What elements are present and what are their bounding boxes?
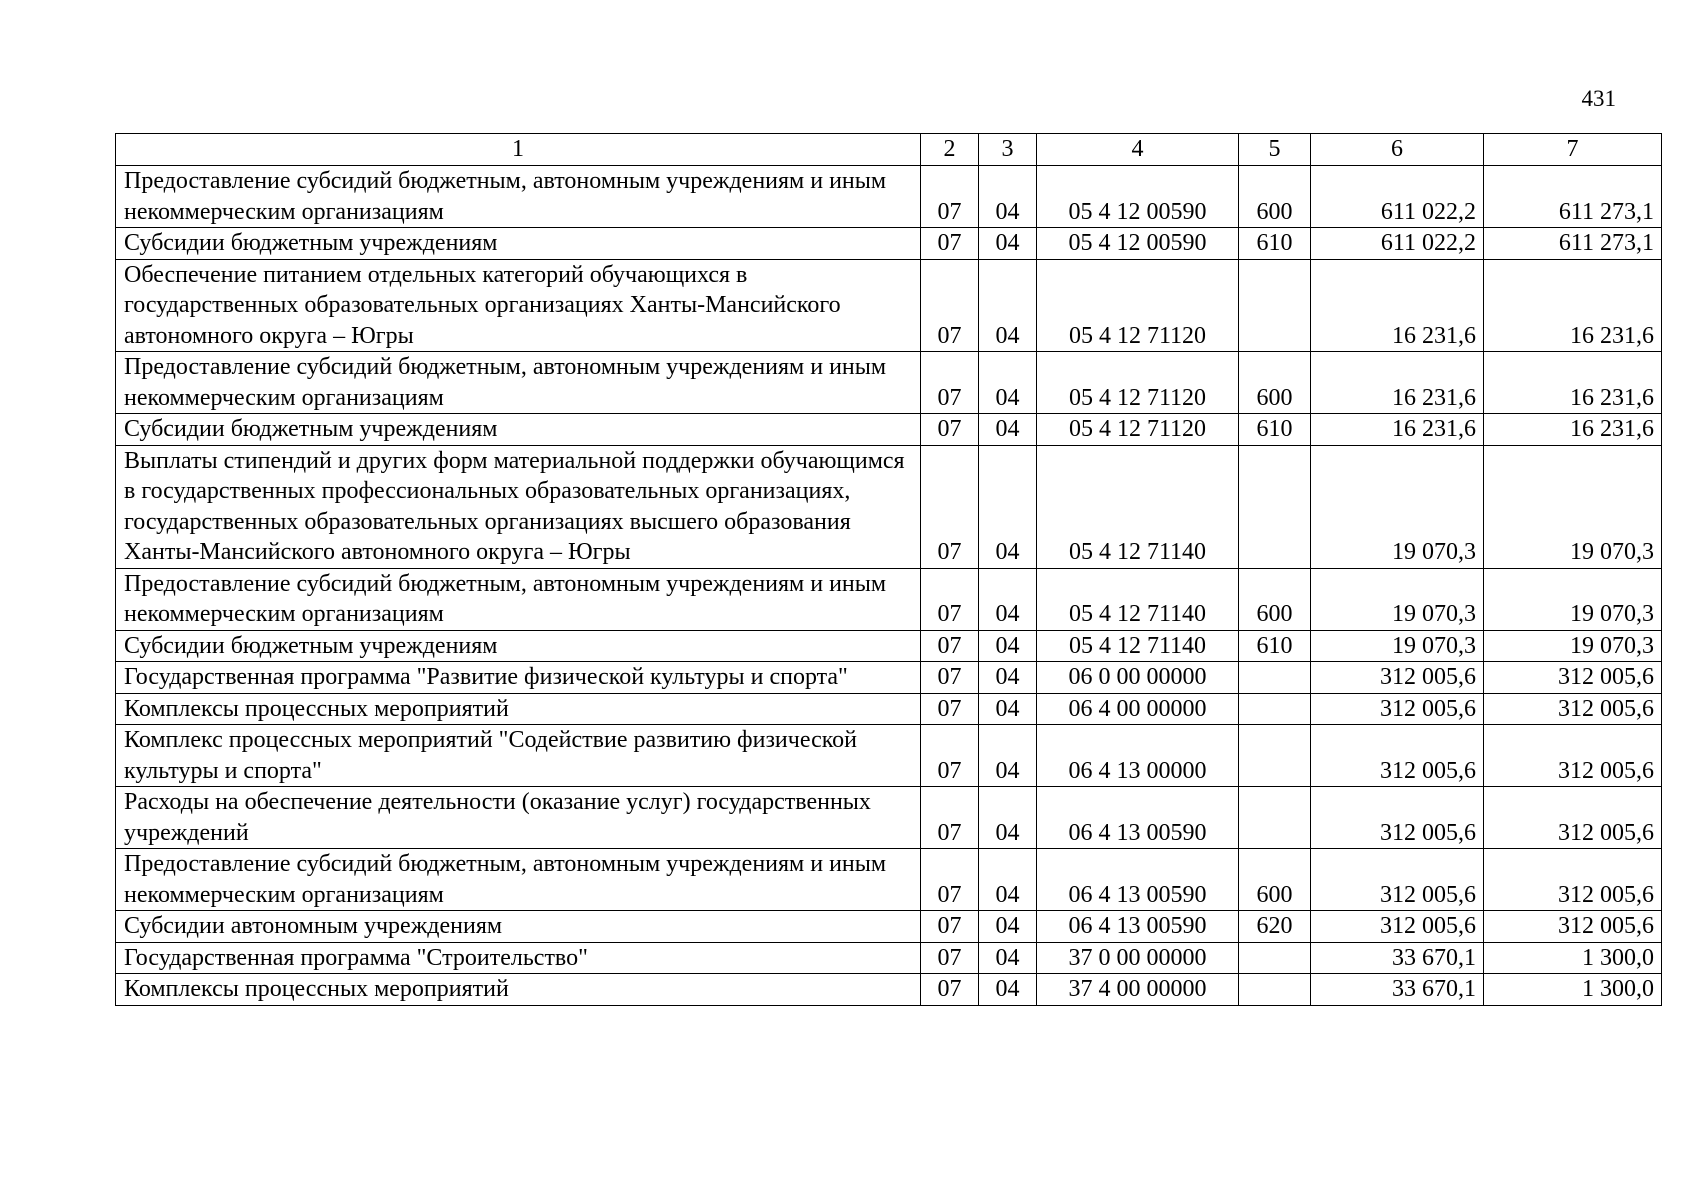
expense-item-name: Выплаты стипендий и других форм материальной поддержки обучающимся в государственных профессиональных образовательных организациях, государственных образовательных организациях высшего образования Ханты-Мансийского автономного округа – Югры [116,445,921,568]
subsection-code: 04 [979,352,1037,414]
table-row [116,787,1662,849]
amount-column-6: 312 005,6 [1311,911,1484,943]
amount-column-7: 19 070,3 [1484,630,1662,662]
target-article-code: 37 4 00 00000 [1037,974,1239,1006]
expense-type-code: 600 [1239,166,1311,228]
expense-type-code [1239,942,1311,974]
amount-column-7: 312 005,6 [1484,662,1662,694]
amount-column-7: 312 005,6 [1484,725,1662,787]
section-code: 07 [921,787,979,849]
amount-column-7: 19 070,3 [1484,445,1662,568]
amount-column-6: 312 005,6 [1311,849,1484,911]
subsection-code: 04 [979,259,1037,352]
table-row [116,228,1662,260]
expense-item-name: Субсидии бюджетным учреждениям [116,228,921,260]
subsection-code: 04 [979,911,1037,943]
target-article-code: 05 4 12 71120 [1037,352,1239,414]
amount-column-6: 19 070,3 [1311,445,1484,568]
section-code: 07 [921,630,979,662]
expense-type-code [1239,787,1311,849]
column-header: 7 [1484,134,1662,166]
amount-column-7: 1 300,0 [1484,974,1662,1006]
section-code: 07 [921,849,979,911]
amount-column-6: 611 022,2 [1311,166,1484,228]
amount-column-7: 312 005,6 [1484,849,1662,911]
amount-column-6: 312 005,6 [1311,662,1484,694]
table-row [116,849,1662,911]
target-article-code: 06 4 13 00590 [1037,787,1239,849]
column-header: 6 [1311,134,1484,166]
page-number: 431 [1581,86,1616,111]
amount-column-7: 16 231,6 [1484,414,1662,446]
section-code: 07 [921,693,979,725]
expense-type-code: 610 [1239,630,1311,662]
target-article-code: 05 4 12 00590 [1037,166,1239,228]
subsection-code: 04 [979,166,1037,228]
section-code: 07 [921,228,979,260]
amount-column-6: 312 005,6 [1311,693,1484,725]
expense-type-code [1239,725,1311,787]
amount-column-6: 16 231,6 [1311,259,1484,352]
column-header: 4 [1037,134,1239,166]
amount-column-6: 33 670,1 [1311,974,1484,1006]
expense-type-code: 610 [1239,414,1311,446]
section-code: 07 [921,568,979,630]
subsection-code: 04 [979,787,1037,849]
target-article-code: 06 0 00 00000 [1037,662,1239,694]
target-article-code: 05 4 12 71140 [1037,445,1239,568]
amount-column-6: 19 070,3 [1311,568,1484,630]
section-code: 07 [921,725,979,787]
target-article-code: 06 4 13 00590 [1037,911,1239,943]
section-code: 07 [921,259,979,352]
subsection-code: 04 [979,974,1037,1006]
target-article-code: 37 0 00 00000 [1037,942,1239,974]
target-article-code: 06 4 13 00000 [1037,725,1239,787]
expense-type-code: 600 [1239,849,1311,911]
expense-type-code [1239,662,1311,694]
table-row [116,693,1662,725]
expense-type-code [1239,693,1311,725]
target-article-code: 05 4 12 71120 [1037,259,1239,352]
amount-column-6: 611 022,2 [1311,228,1484,260]
subsection-code: 04 [979,693,1037,725]
target-article-code: 06 4 00 00000 [1037,693,1239,725]
amount-column-7: 312 005,6 [1484,787,1662,849]
section-code: 07 [921,445,979,568]
amount-column-7: 312 005,6 [1484,693,1662,725]
subsection-code: 04 [979,630,1037,662]
target-article-code: 06 4 13 00590 [1037,849,1239,911]
table-row [116,445,1662,568]
target-article-code: 05 4 12 00590 [1037,228,1239,260]
expense-item-name: Субсидии бюджетным учреждениям [116,630,921,662]
subsection-code: 04 [979,942,1037,974]
amount-column-6: 33 670,1 [1311,942,1484,974]
expense-type-code [1239,445,1311,568]
amount-column-7: 16 231,6 [1484,259,1662,352]
column-header: 1 [116,134,921,166]
table-row [116,942,1662,974]
subsection-code: 04 [979,445,1037,568]
section-code: 07 [921,942,979,974]
table-row [116,568,1662,630]
table-row [116,630,1662,662]
column-header: 3 [979,134,1037,166]
amount-column-6: 19 070,3 [1311,630,1484,662]
table-row [116,352,1662,414]
section-code: 07 [921,662,979,694]
amount-column-6: 312 005,6 [1311,725,1484,787]
amount-column-7: 1 300,0 [1484,942,1662,974]
amount-column-7: 19 070,3 [1484,568,1662,630]
table-row [116,974,1662,1006]
expense-item-name: Комплексы процессных мероприятий [116,974,921,1006]
budget-table [115,133,1662,1006]
table-body [116,166,1662,1006]
section-code: 07 [921,911,979,943]
table-row [116,259,1662,352]
amount-column-7: 611 273,1 [1484,228,1662,260]
amount-column-7: 16 231,6 [1484,352,1662,414]
column-header: 2 [921,134,979,166]
amount-column-7: 312 005,6 [1484,911,1662,943]
expense-item-name: Субсидии бюджетным учреждениям [116,414,921,446]
expense-item-name: Комплекс процессных мероприятий "Содействие развитию физической культуры и спорта" [116,725,921,787]
expense-type-code: 600 [1239,568,1311,630]
expense-type-code [1239,974,1311,1006]
expense-item-name: Предоставление субсидий бюджетным, автономным учреждениям и иным некоммерческим организациям [116,849,921,911]
expense-type-code: 620 [1239,911,1311,943]
amount-column-7: 611 273,1 [1484,166,1662,228]
subsection-code: 04 [979,568,1037,630]
column-number-row [116,134,1662,166]
expense-item-name: Обеспечение питанием отдельных категорий обучающихся в государственных образовательных организациях Ханты-Мансийского автономного округа – Югры [116,259,921,352]
amount-column-6: 16 231,6 [1311,414,1484,446]
expense-item-name: Предоставление субсидий бюджетным, автономным учреждениям и иным некоммерческим организациям [116,568,921,630]
subsection-code: 04 [979,414,1037,446]
amount-column-6: 16 231,6 [1311,352,1484,414]
expense-item-name: Расходы на обеспечение деятельности (оказание услуг) государственных учреждений [116,787,921,849]
table-row [116,662,1662,694]
expense-item-name: Государственная программа "Развитие физической культуры и спорта" [116,662,921,694]
expense-type-code [1239,259,1311,352]
section-code: 07 [921,414,979,446]
amount-column-6: 312 005,6 [1311,787,1484,849]
expense-item-name: Предоставление субсидий бюджетным, автономным учреждениям и иным некоммерческим организациям [116,352,921,414]
section-code: 07 [921,352,979,414]
section-code: 07 [921,166,979,228]
subsection-code: 04 [979,725,1037,787]
table-row [116,166,1662,228]
expense-item-name: Государственная программа "Строительство" [116,942,921,974]
expense-item-name: Субсидии автономным учреждениям [116,911,921,943]
expense-type-code: 610 [1239,228,1311,260]
table-row [116,725,1662,787]
table-row [116,911,1662,943]
target-article-code: 05 4 12 71140 [1037,630,1239,662]
column-header: 5 [1239,134,1311,166]
subsection-code: 04 [979,662,1037,694]
subsection-code: 04 [979,849,1037,911]
expense-item-name: Комплексы процессных мероприятий [116,693,921,725]
target-article-code: 05 4 12 71120 [1037,414,1239,446]
expense-type-code: 600 [1239,352,1311,414]
section-code: 07 [921,974,979,1006]
subsection-code: 04 [979,228,1037,260]
expense-item-name: Предоставление субсидий бюджетным, автономным учреждениям и иным некоммерческим организациям [116,166,921,228]
target-article-code: 05 4 12 71140 [1037,568,1239,630]
table-row [116,414,1662,446]
